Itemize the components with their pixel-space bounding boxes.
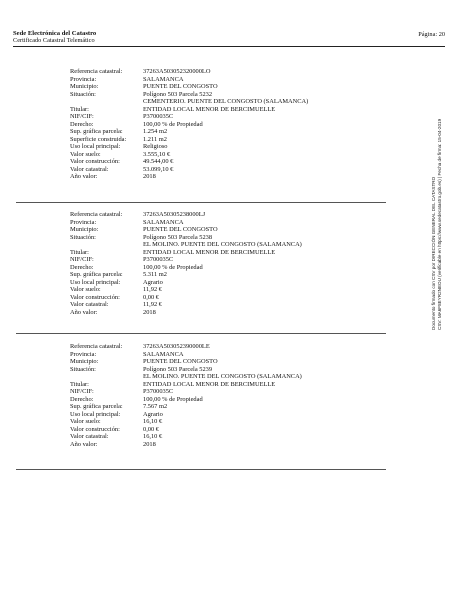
field-label: Valor suelo: [70,150,101,158]
field-value: 0,00 € [143,425,159,433]
field-value: PUENTE DEL CONGOSTO [143,83,218,90]
header-org: Sede Electrónica del Catastro [13,30,97,37]
record-row [70,249,380,257]
record-1 [70,68,380,181]
csv-side-text [431,119,442,330]
record-row [70,396,380,404]
record-row [70,366,380,374]
field-label: Valor suelo: [70,286,101,293]
field-label: Valor construcción: [70,293,120,301]
field-value: 1.254 m2 [143,128,168,135]
field-label: Titular: [70,105,89,113]
field-value: 11,92 € [143,301,162,308]
field-value: ENTIDAD LOCAL MENOR DE BERCIMUELLE [143,105,276,113]
record-row [70,388,380,396]
field-label: Valor catastral: [70,301,109,308]
record-row [70,113,380,121]
field-label: Titular: [70,380,89,388]
field-label: Año valor: [70,308,98,316]
record-row [70,358,380,366]
field-label: Municipio: [70,226,99,233]
csv-side-line-2: CSV: MA6F8EYR2NEOU (verificable en https://www.sedecatastro.gob.es) | Fecha de firma: 15-04-2019 [436,118,442,330]
field-value: 37263A50305238000LJ [143,211,206,218]
field-label: Uso local principal: [70,278,121,286]
field-value: 1.211 m2 [143,135,167,143]
field-value: 2018 [143,440,156,448]
record-row [70,211,380,219]
field-label: NIF/CIF: [70,113,94,120]
field-value: 49.544,00 € [143,158,174,165]
field-label: Referencia catastral: [70,68,123,75]
field-value: Agrario [143,278,163,286]
field-label: Valor suelo: [70,418,101,425]
record-row [70,343,380,351]
field-value: Religioso [143,143,168,150]
record-2 [70,211,380,316]
record-row [70,279,380,287]
field-value: P3700035C [143,388,174,395]
field-value: 0,00 € [143,293,159,301]
record-row [70,151,380,159]
field-value: 7.567 m2 [143,403,168,410]
field-label: Municipio: [70,358,99,365]
record-row [70,91,380,99]
field-label: Provincia: [70,218,97,226]
field-label: Año valor: [70,440,98,448]
record-row [70,411,380,419]
record-row [70,158,380,166]
record-row [70,136,380,144]
record-3 [70,343,380,448]
situacion-detail: EL MOLINO. PUENTE DEL CONGOSTO (SALAMANCA) [143,373,302,380]
field-value: 16,10 € [143,418,163,425]
record-separator [16,469,386,470]
field-label: Provincia: [70,75,97,83]
field-label: Referencia catastral: [70,211,123,218]
field-label: Provincia: [70,350,97,358]
record-row [70,68,380,76]
record-row [70,121,380,129]
field-label: Referencia catastral: [70,343,123,350]
record-row [70,173,380,181]
field-label: Situación: [70,90,96,98]
field-label: Sup. gráfica parcela: [70,403,123,410]
record-row [70,143,380,151]
field-label: Derecho: [70,395,94,403]
field-label: Valor construcción: [70,158,120,165]
field-label: NIF/CIF: [70,256,94,263]
field-value: 37263A503052320000LO [143,68,211,75]
field-label: Municipio: [70,83,99,90]
field-value: Polígono 503 Parcela 5238 [143,233,213,241]
field-value: PUENTE DEL CONGOSTO [143,226,218,233]
field-value: 2018 [143,173,156,180]
field-label: Valor catastral: [70,165,109,173]
field-value: 5.311 m2 [143,271,167,278]
field-value: 16,10 € [143,433,163,440]
field-value: 11,92 € [143,286,162,293]
record-row [70,219,380,227]
situacion-detail: EL MOLINO. PUENTE DEL CONGOSTO (SALAMANCA) [143,241,302,248]
record-row [70,433,380,441]
header-rule [13,46,445,47]
field-value: P3700035C [143,113,174,120]
field-value: 37263A503052390000LE [143,343,210,350]
header-subtitle: Certificado Catastral Telemático [13,37,95,44]
field-label: NIF/CIF: [70,388,94,395]
field-value: 53.099,10 € [143,165,174,173]
field-value: ENTIDAD LOCAL MENOR DE BERCIMUELLE [143,248,276,256]
record-row [70,351,380,359]
field-label: Valor catastral: [70,433,109,440]
field-value: ENTIDAD LOCAL MENOR DE BERCIMUELLE [143,380,276,388]
record-separator [16,333,386,334]
field-value: 100,00 % de Propiedad [143,263,203,271]
record-row [70,106,380,114]
record-row [70,286,380,294]
record-row [70,234,380,242]
page-number: Página: 20 [418,31,445,38]
field-label: Titular: [70,248,89,256]
field-label: Sup. gráfica parcela: [70,128,123,135]
field-label: Derecho: [70,120,94,128]
field-label: Situación: [70,365,96,373]
record-row [70,128,380,136]
field-value: Polígono 503 Parcela 5239 [143,365,213,373]
field-value: SALAMANCA [143,350,184,358]
record-row [70,294,380,302]
record-row [70,426,380,434]
field-label: Uso local principal: [70,410,121,418]
record-row [70,309,380,317]
field-value: PUENTE DEL CONGOSTO [143,358,218,365]
field-value: Agrario [143,410,163,418]
field-value: 3.555,10 € [143,150,171,158]
record-row [70,76,380,84]
record-row [70,418,380,426]
record-row [70,166,380,174]
record-separator [16,202,386,203]
record-row [70,83,380,91]
field-label: Situación: [70,233,96,241]
field-label: Año valor: [70,173,98,180]
field-value: SALAMANCA [143,75,184,83]
field-value: SALAMANCA [143,218,184,226]
record-row [70,441,380,449]
record-row [70,264,380,272]
record-row [70,226,380,234]
record-row [70,381,380,389]
field-value: P3700035C [143,256,174,263]
field-label: Derecho: [70,263,94,271]
record-row [70,271,380,279]
field-value: 2018 [143,308,156,316]
record-row [70,403,380,411]
situacion-detail: CEMENTERIO. PUENTE DEL CONGOSTO (SALAMANCA) [143,98,309,105]
record-row [70,256,380,264]
csv-side-line-1: Documento firmado con CSV por DIRECCIÓN GENERAL DEL CATASTRO [431,176,436,330]
field-label: Uso local principal: [70,143,121,150]
field-value: Polígono 503 Parcela 5232 [143,90,213,98]
field-value: 100,00 % de Propiedad [143,120,203,128]
record-row [70,301,380,309]
field-label: Superficie construida: [70,135,127,143]
field-label: Valor construcción: [70,425,120,433]
field-label: Sup. gráfica parcela: [70,271,123,278]
field-value: 100,00 % de Propiedad [143,395,203,403]
